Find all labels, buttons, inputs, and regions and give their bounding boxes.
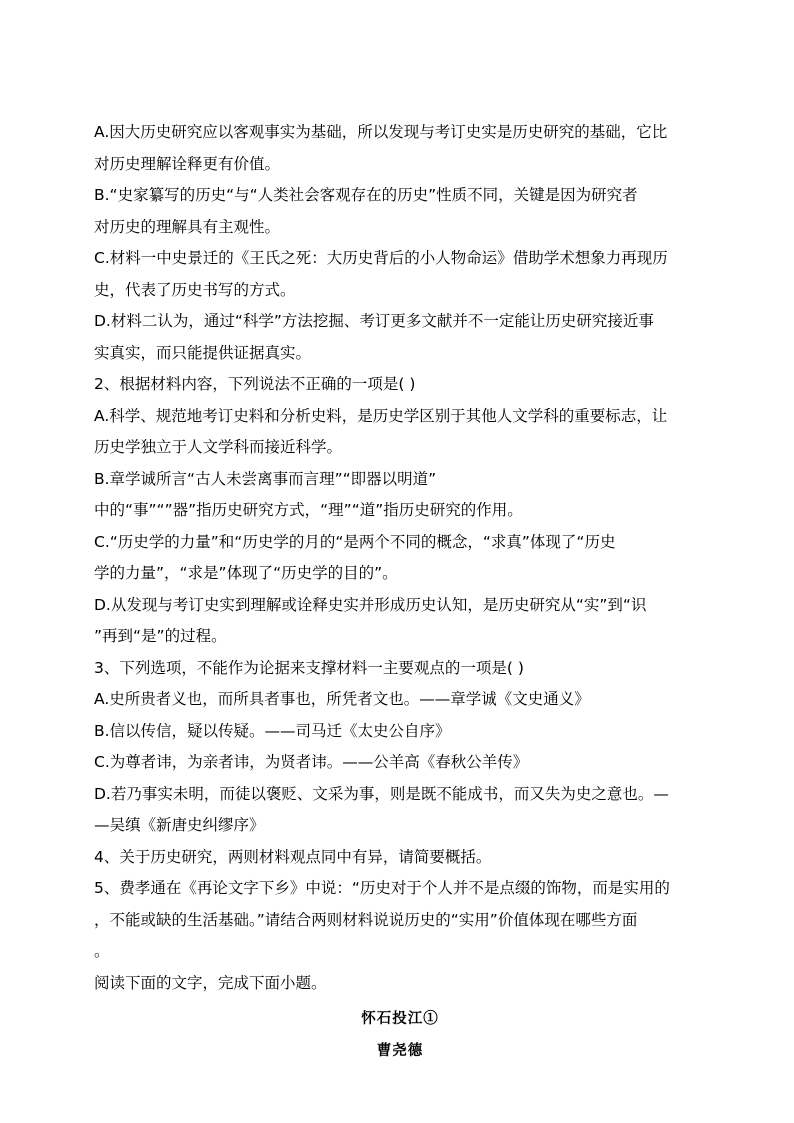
q2-option-d-cont: ”再到“是”的过程。 — [94, 627, 227, 645]
option-d-text: D.材料二认为，通过“科学”方法挖掘、考订更多文献并不一定能让历史研究接近事 — [94, 312, 654, 330]
question-5: 5、费孝通在《再论文字下乡》中说：“历史对于个人并不是点缀的饰物，而是实用的 — [94, 879, 670, 897]
q2-option-a-cont: 历史学独立于人文学科而接近科学。 — [94, 438, 343, 456]
poem-author: 曹尧德 — [376, 1041, 424, 1059]
option-b-text: B.“史家纂写的历史“与“人类社会客观存在的历史”性质不同，关键是因为研究者 — [94, 186, 638, 204]
option-c-text: C.材料一中史景迁的《王氏之死：大历史背后的小人物命运》借助学术想象力再现历 — [94, 249, 668, 267]
q3-option-a: A.史所贵者义也，而所具者事也，所凭者文也。——章学诚《文史通义》 — [94, 690, 590, 708]
document-body — [94, 117, 706, 1066]
q2-option-b-cont: 中的“事”“”器”指历史研究方式，“理”“道”指历史研究的作用。 — [94, 501, 523, 519]
q3-option-d: D.若乃事实未明，而徒以褒贬、文采为事，则是既不能成书，而又失为史之意也。— — [94, 784, 669, 803]
q2-option-a: A.科学、规范地考订史料和分析史料，是历史学区别于其他人文学科的重要标志，让 — [94, 406, 668, 425]
question-5-cont: ，不能或缺的生活基础。”请结合两则材料说说历史的“实用”价值体现在哪些方面 — [94, 910, 638, 929]
option-b-text-cont: 对历史的理解具有主观性。 — [94, 217, 281, 236]
option-a-text: A.因大历史研究应以客观事实为基础，所以发现与考订史实是历史研究的基础，它比 — [94, 123, 668, 141]
q3-option-b: B.信以传信，疑以传疑。——司马迁《太史公自序》 — [94, 721, 451, 740]
question-3-stem: 3、下列选项，不能作为论据来支撑材料一主要观点的一项是( ) — [94, 658, 524, 677]
option-a-text-cont: 对历史理解诠释更有价值。 — [94, 154, 281, 173]
q3-option-c: C.为尊者讳，为亲者讳，为贤者讳。——公羊高《春秋公羊传》 — [94, 753, 529, 771]
q2-option-d: D.从发现与考订史实到理解或诠释史实并形成历史认知，是历史研究从“实”到“识 — [94, 595, 647, 614]
question-4: 4、关于历史研究，两则材料观点同中有异，请简要概括。 — [94, 847, 492, 866]
q2-option-b: B.章学诚所言“古人未尝离事而言理”“即器以明道” — [94, 469, 437, 488]
option-c-text-cont: 史，代表了历史书写的方式。 — [94, 280, 296, 299]
q2-option-c-cont: 学的力量”，“求是”体现了“历史学的目的”。 — [94, 564, 398, 582]
q3-option-d-cont: —吴缜《新唐史纠缪序》 — [94, 816, 265, 834]
question-2-stem: 2、根据材料内容，下列说法不正确的一项是( ) — [94, 375, 416, 393]
option-d-text-cont: 实真实，而只能提供证据真实。 — [94, 343, 312, 362]
poem-title: 怀石投江① — [361, 1010, 439, 1027]
q2-option-c: C.“历史学的力量”和“历史学的月的“是两个不同的概念，“求真”体现了“历史 — [94, 532, 616, 551]
question-5-end: 。 — [94, 942, 110, 960]
reading-instruction: 阅读下面的文字，完成下面小题。 — [94, 973, 327, 992]
